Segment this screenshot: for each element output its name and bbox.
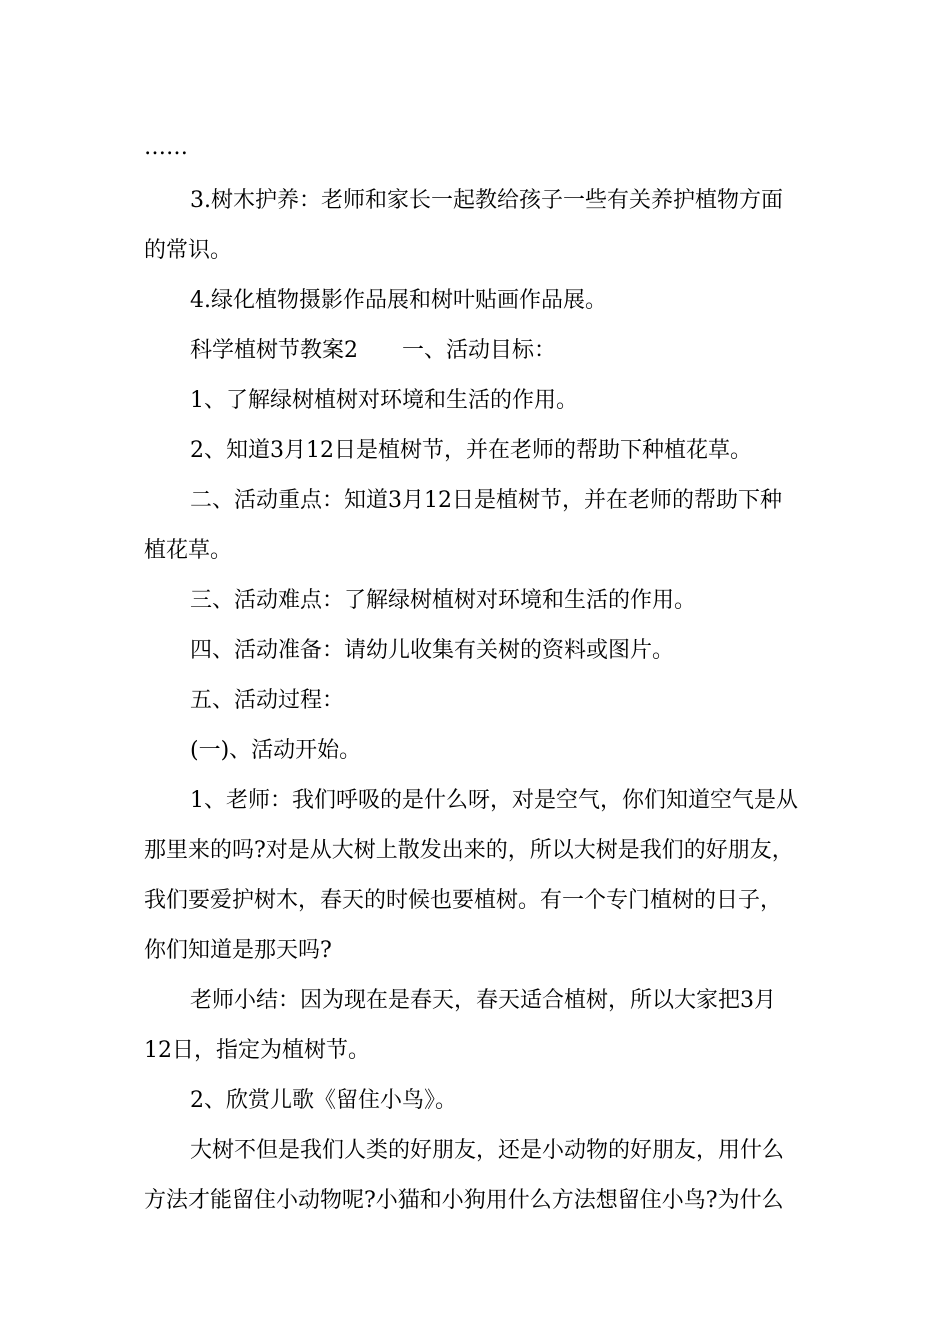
text-line: 3.树木护养：老师和家长一起教给孩子一些有关养护植物方面 [190,188,783,213]
text-line: (一)、活动开始。 [190,738,362,763]
text-line: 植花草。 [144,538,233,563]
text-line: 12日，指定为植树节。 [144,1038,370,1063]
text-line: 你们知道是那天吗? [144,938,332,963]
text-line: 4.绿化植物摄影作品展和树叶贴画作品展。 [190,288,607,313]
text-line: 2、欣赏儿歌《留住小鸟》。 [190,1088,457,1113]
text-line: …… [144,135,188,160]
text-line: 的常识。 [144,238,233,263]
section-heading: 科学植树节教案2 一、活动目标： [190,338,556,363]
text-line: 方法才能留住小动物呢?小猫和小狗用什么方法想留住小鸟?为什么 [144,1188,784,1213]
text-line: 三、活动难点：了解绿树植树对环境和生活的作用。 [190,588,697,613]
text-line: 四、活动准备：请幼儿收集有关树的资料或图片。 [190,638,675,663]
text-line: 那里来的吗?对是从大树上散发出来的，所以大树是我们的好朋友， [144,838,794,863]
text-line: 1、老师：我们呼吸的是什么呀，对是空气，你们知道空气是从 [190,788,798,813]
text-line: 大树不但是我们人类的好朋友，还是小动物的好朋友，用什么 [190,1138,785,1163]
text-line: 2、知道3月12日是植树节，并在老师的帮助下种植花草。 [190,438,752,463]
text-line: 1、了解绿树植树对环境和生活的作用。 [190,388,578,413]
text-line: 老师小结：因为现在是春天，春天适合植树，所以大家把3月 [190,988,776,1013]
text-line: 二、活动重点：知道3月12日是植树节，并在老师的帮助下种 [190,488,782,513]
text-line: 五、活动过程： [190,688,345,713]
text-line: 我们要爱护树木，春天的时候也要植树。有一个专门植树的日子， [144,888,783,913]
